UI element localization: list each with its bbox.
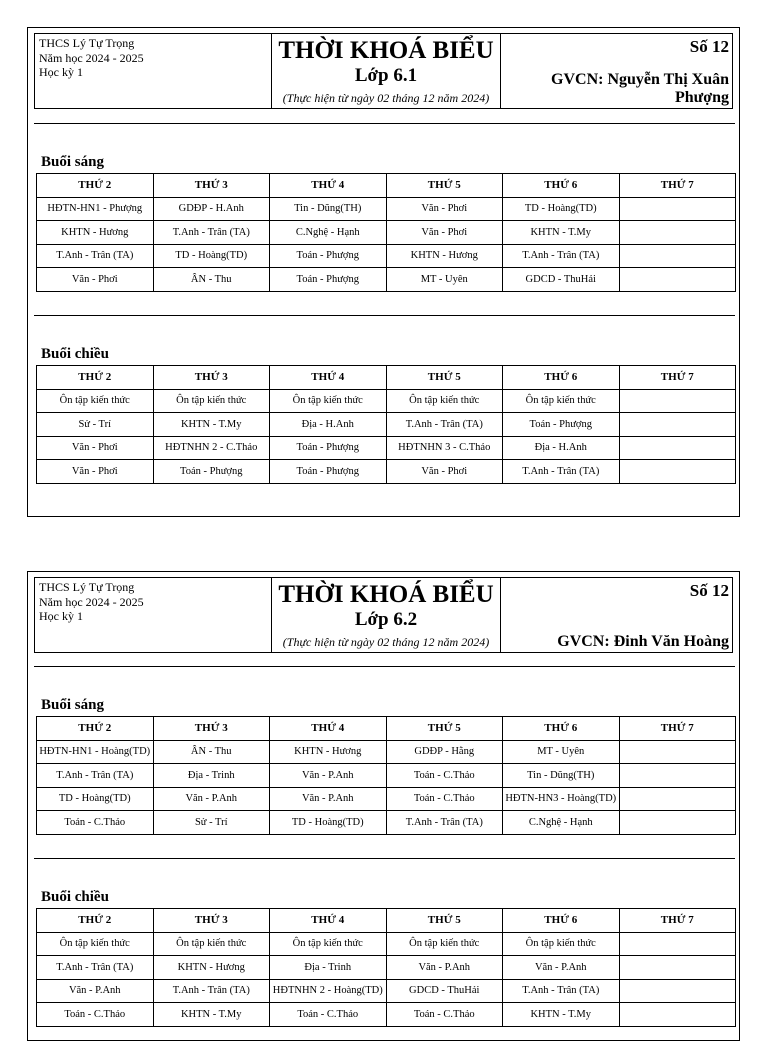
- lesson-cell: Văn - Phơi: [386, 197, 503, 221]
- sheet-header: [34, 577, 733, 653]
- period-row: [37, 268, 736, 292]
- day-header: THỨ 2: [37, 717, 154, 741]
- lesson-cell: KHTN - T.My: [153, 413, 270, 437]
- lesson-cell: KHTN - Hương: [37, 221, 154, 245]
- lesson-cell: Sử - Trí: [153, 811, 270, 835]
- lesson-cell: GDĐP - Hằng: [386, 740, 503, 764]
- afternoon-timetable: [36, 908, 736, 1027]
- lesson-cell: T.Anh - Trân (TA): [503, 244, 620, 268]
- lesson-cell: [619, 932, 736, 956]
- day-header: THỨ 2: [37, 174, 154, 198]
- period-row: [37, 787, 736, 811]
- lesson-cell: [619, 787, 736, 811]
- period-row: [37, 436, 736, 460]
- lesson-cell: Ôn tập kiến thức: [270, 932, 387, 956]
- lesson-cell: KHTN - Hương: [270, 740, 387, 764]
- day-header: THỨ 4: [270, 717, 387, 741]
- lesson-cell: Sử - Trí: [37, 413, 154, 437]
- morning-timetable: [36, 173, 736, 292]
- lesson-cell: Toán - C.Thảo: [270, 1003, 387, 1027]
- school-info: [35, 34, 271, 108]
- lesson-cell: TD - Hoàng(TD): [503, 197, 620, 221]
- day-header: THỨ 4: [270, 909, 387, 933]
- lesson-cell: [619, 956, 736, 980]
- lesson-cell: Toán - Phượng: [503, 413, 620, 437]
- effective-date-note: (Thực hiện từ ngày 02 tháng 12 năm 2024): [282, 635, 490, 649]
- day-header: THỨ 7: [619, 717, 736, 741]
- afternoon-timetable: [36, 365, 736, 484]
- class-name: Lớp 6.2: [354, 609, 418, 630]
- morning-timetable: [36, 716, 736, 835]
- sheet-meta: [501, 578, 732, 652]
- day-header: THỨ 6: [503, 717, 620, 741]
- day-header: THỨ 5: [386, 174, 503, 198]
- sheet-meta: [501, 34, 732, 108]
- lesson-cell: T.Anh - Trân (TA): [153, 979, 270, 1003]
- lesson-cell: T.Anh - Trân (TA): [503, 979, 620, 1003]
- day-header-row: [37, 909, 736, 933]
- lesson-cell: TD - Hoàng(TD): [37, 787, 154, 811]
- day-header: THỨ 7: [619, 366, 736, 390]
- lesson-cell: KHTN - Hương: [153, 956, 270, 980]
- period-row: [37, 956, 736, 980]
- lesson-cell: Tin - Dũng(TH): [270, 197, 387, 221]
- lesson-cell: [619, 268, 736, 292]
- period-row: [37, 811, 736, 835]
- lesson-cell: T.Anh - Trân (TA): [386, 811, 503, 835]
- lesson-cell: KHTN - T.My: [153, 1003, 270, 1027]
- period-row: [37, 460, 736, 484]
- school-year: Năm học 2024 - 2025: [39, 594, 144, 609]
- day-header: THỨ 7: [619, 174, 736, 198]
- semester: Học kỳ 1: [39, 65, 83, 79]
- lesson-cell: [619, 740, 736, 764]
- day-header: THỨ 6: [503, 366, 620, 390]
- lesson-cell: Ôn tập kiến thức: [503, 389, 620, 413]
- period-row: [37, 244, 736, 268]
- effective-date-note: (Thực hiện từ ngày 02 tháng 12 năm 2024): [282, 91, 490, 105]
- lesson-cell: [619, 811, 736, 835]
- day-header: THỨ 6: [503, 909, 620, 933]
- day-header: THỨ 7: [619, 909, 736, 933]
- day-header: THỨ 3: [153, 366, 270, 390]
- period-row: [37, 413, 736, 437]
- lesson-cell: [619, 764, 736, 788]
- lesson-cell: Ôn tập kiến thức: [503, 932, 620, 956]
- lesson-cell: T.Anh - Trân (TA): [153, 221, 270, 245]
- day-header: THỨ 4: [270, 174, 387, 198]
- session-label-morning: Buổi sáng: [41, 697, 104, 713]
- school-year: Năm học 2024 - 2025: [39, 50, 144, 65]
- lesson-cell: T.Anh - Trân (TA): [37, 956, 154, 980]
- lesson-cell: Ôn tập kiến thức: [270, 389, 387, 413]
- lesson-cell: Văn - Phơi: [37, 460, 154, 484]
- lesson-cell: Văn - P.Anh: [503, 956, 620, 980]
- lesson-cell: GDCD - ThuHải: [386, 979, 503, 1003]
- lesson-cell: Ôn tập kiến thức: [386, 389, 503, 413]
- session-label-afternoon: Buổi chiều: [41, 889, 109, 905]
- divider-line: [34, 123, 735, 124]
- divider-line: [34, 858, 735, 859]
- lesson-cell: Tin - Dũng(TH): [503, 764, 620, 788]
- divider-line: [34, 666, 735, 667]
- lesson-cell: T.Anh - Trân (TA): [37, 244, 154, 268]
- document-title: THỜI KHOÁ BIỂU: [278, 37, 494, 64]
- day-header-row: [37, 174, 736, 198]
- day-header: THỨ 6: [503, 174, 620, 198]
- lesson-cell: TD - Hoàng(TD): [153, 244, 270, 268]
- lesson-cell: HĐTN-HN1 - Hoàng(TD): [37, 740, 154, 764]
- class-name: Lớp 6.1: [354, 65, 418, 86]
- lesson-cell: Địa - Trinh: [153, 764, 270, 788]
- title-block: [271, 34, 501, 108]
- day-header: THỨ 3: [153, 717, 270, 741]
- lesson-cell: Văn - P.Anh: [386, 956, 503, 980]
- period-row: [37, 979, 736, 1003]
- lesson-cell: ÂN - Thu: [153, 268, 270, 292]
- lesson-cell: Toán - Phượng: [270, 460, 387, 484]
- day-header: THỨ 5: [386, 366, 503, 390]
- period-row: [37, 764, 736, 788]
- lesson-cell: Toán - C.Thảo: [386, 787, 503, 811]
- lesson-cell: Văn - P.Anh: [37, 979, 154, 1003]
- lesson-cell: [619, 389, 736, 413]
- lesson-cell: MT - Uyên: [503, 740, 620, 764]
- lesson-cell: HĐTNHN 2 - C.Thảo: [153, 436, 270, 460]
- lesson-cell: T.Anh - Trân (TA): [386, 413, 503, 437]
- period-row: [37, 389, 736, 413]
- session-label-afternoon: Buổi chiều: [41, 346, 109, 362]
- lesson-cell: Toán - Phượng: [270, 244, 387, 268]
- lesson-cell: Văn - P.Anh: [153, 787, 270, 811]
- homeroom-teacher: GVCN: Nguyễn Thị Xuân Phượng: [551, 71, 729, 106]
- lesson-cell: C.Nghệ - Hạnh: [503, 811, 620, 835]
- period-row: [37, 221, 736, 245]
- lesson-cell: Văn - Phơi: [386, 221, 503, 245]
- lesson-cell: HĐTN-HN1 - Phượng: [37, 197, 154, 221]
- day-header: THỨ 5: [386, 717, 503, 741]
- lesson-cell: Toán - C.Thảo: [37, 1003, 154, 1027]
- lesson-cell: Ôn tập kiến thức: [386, 932, 503, 956]
- lesson-cell: Toán - C.Thảo: [386, 1003, 503, 1027]
- timetable-sheet-6-1: [27, 27, 740, 517]
- semester: Học kỳ 1: [39, 609, 83, 623]
- lesson-cell: [619, 1003, 736, 1027]
- document-title: THỜI KHOÁ BIỂU: [278, 581, 494, 608]
- day-header: THỨ 5: [386, 909, 503, 933]
- lesson-cell: Ôn tập kiến thức: [153, 932, 270, 956]
- lesson-cell: Toán - Phượng: [270, 436, 387, 460]
- lesson-cell: KHTN - T.My: [503, 221, 620, 245]
- lesson-cell: Toán - Phượng: [270, 268, 387, 292]
- lesson-cell: TD - Hoàng(TD): [270, 811, 387, 835]
- lesson-cell: Địa - H.Anh: [270, 413, 387, 437]
- homeroom-teacher: GVCN: Đinh Văn Hoàng: [557, 633, 729, 650]
- lesson-cell: HĐTNHN 2 - Hoàng(TD): [270, 979, 387, 1003]
- lesson-cell: KHTN - Hương: [386, 244, 503, 268]
- period-row: [37, 932, 736, 956]
- school-name: THCS Lý Tự Trọng: [39, 36, 135, 50]
- lesson-cell: ÂN - Thu: [153, 740, 270, 764]
- session-label-morning: Buổi sáng: [41, 154, 104, 170]
- period-row: [37, 1003, 736, 1027]
- schedule-number: Số 12: [689, 581, 729, 600]
- lesson-cell: HĐTN-HN3 - Hoàng(TD): [503, 787, 620, 811]
- lesson-cell: [619, 436, 736, 460]
- lesson-cell: Toán - C.Thảo: [37, 811, 154, 835]
- lesson-cell: Ôn tập kiến thức: [37, 389, 154, 413]
- lesson-cell: Văn - Phơi: [37, 436, 154, 460]
- lesson-cell: [619, 197, 736, 221]
- lesson-cell: C.Nghệ - Hạnh: [270, 221, 387, 245]
- lesson-cell: Ôn tập kiến thức: [153, 389, 270, 413]
- lesson-cell: HĐTNHN 3 - C.Thảo: [386, 436, 503, 460]
- lesson-cell: [619, 221, 736, 245]
- school-info: [35, 578, 271, 652]
- day-header: THỨ 3: [153, 909, 270, 933]
- day-header-row: [37, 717, 736, 741]
- title-block: [271, 578, 501, 652]
- schedule-number: Số 12: [689, 37, 729, 56]
- lesson-cell: Địa - H.Anh: [503, 436, 620, 460]
- lesson-cell: KHTN - T.My: [503, 1003, 620, 1027]
- lesson-cell: Ôn tập kiến thức: [37, 932, 154, 956]
- lesson-cell: Văn - Phơi: [37, 268, 154, 292]
- lesson-cell: T.Anh - Trân (TA): [503, 460, 620, 484]
- lesson-cell: Toán - Phượng: [153, 460, 270, 484]
- lesson-cell: MT - Uyên: [386, 268, 503, 292]
- sheet-header: [34, 33, 733, 109]
- timetable-sheet-6-2: [27, 571, 740, 1041]
- lesson-cell: [619, 460, 736, 484]
- lesson-cell: [619, 413, 736, 437]
- lesson-cell: GDĐP - H.Anh: [153, 197, 270, 221]
- lesson-cell: T.Anh - Trân (TA): [37, 764, 154, 788]
- lesson-cell: Địa - Trinh: [270, 956, 387, 980]
- day-header: THỨ 4: [270, 366, 387, 390]
- lesson-cell: Văn - P.Anh: [270, 787, 387, 811]
- lesson-cell: GDCD - ThuHải: [503, 268, 620, 292]
- period-row: [37, 197, 736, 221]
- lesson-cell: Văn - P.Anh: [270, 764, 387, 788]
- lesson-cell: [619, 979, 736, 1003]
- school-name: THCS Lý Tự Trọng: [39, 580, 135, 594]
- day-header: THỨ 3: [153, 174, 270, 198]
- day-header: THỨ 2: [37, 366, 154, 390]
- divider-line: [34, 315, 735, 316]
- day-header: THỨ 2: [37, 909, 154, 933]
- day-header-row: [37, 366, 736, 390]
- period-row: [37, 740, 736, 764]
- lesson-cell: [619, 244, 736, 268]
- lesson-cell: Toán - C.Thảo: [386, 764, 503, 788]
- lesson-cell: Văn - Phơi: [386, 460, 503, 484]
